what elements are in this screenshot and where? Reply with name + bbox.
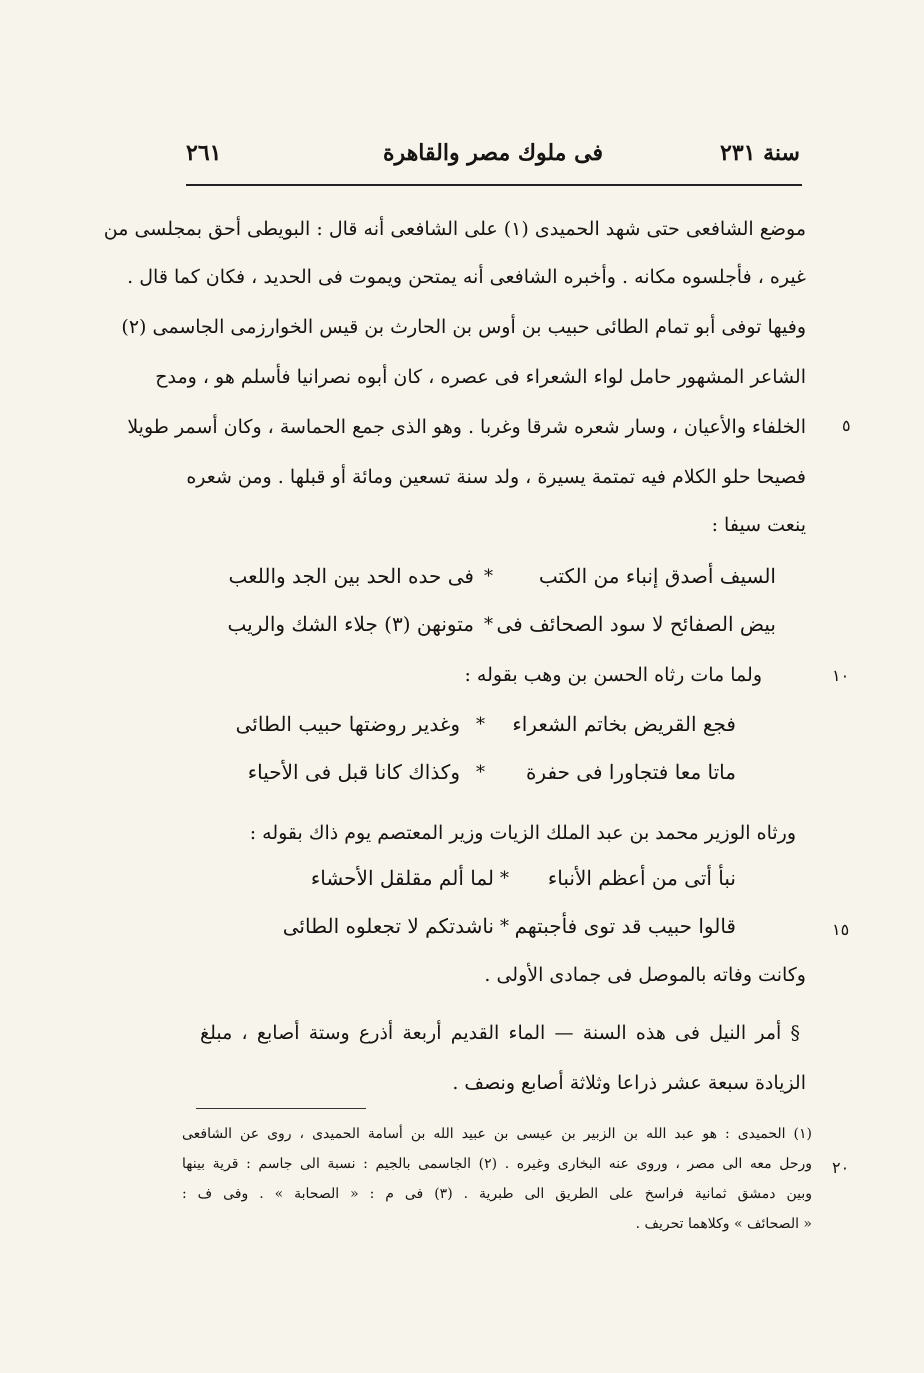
verse-hemistich: فى حده الحد بين الجد واللعب <box>228 564 474 588</box>
line-number: ١٠ <box>832 666 850 685</box>
text-line: وكانت وفاته بالموصل فى جمادى الأولى . <box>484 964 806 986</box>
footnote-line: (١) الحميدى : هو عبد الله بن الزبير بن عيسى بن عبيد الله بن أسامة الحميدى ، روى عن الشافعى <box>182 1126 812 1142</box>
footnote-line: وبين دمشق ثمانية فراسخ على الطريق الى طبرية . (٣) فى م : « الصحابة » . وفى ف : <box>182 1186 812 1202</box>
verse-separator: * <box>476 714 485 735</box>
header-title: فى ملوك مصر والقاهرة <box>383 140 603 166</box>
line-number: ١٥ <box>832 920 850 939</box>
header-year: سنة ٢٣١ <box>720 140 800 166</box>
verse-hemistich: نبأ أتى من أعظم الأنباء <box>547 866 736 890</box>
text-line: موضع الشافعى حتى شهد الحميدى (١) على الشافعى أنه قال : البويطى أحق بمجلسى من <box>103 218 806 240</box>
text-line: الشاعر المشهور حامل لواء الشعراء فى عصره ، كان أبوه نصرانيا فأسلم هو ، ومدح <box>155 366 806 388</box>
verse-hemistich: وكذاك كانا قبل فى الأحياء <box>247 760 460 784</box>
verse-hemistich: وغدير روضتها حبيب الطائى <box>235 712 460 736</box>
text-line: الخلفاء والأعيان ، وسار شعره شرقا وغربا . وهو الذى جمع الحماسة ، وكان أسمر طويلا <box>127 416 806 438</box>
verse-separator: * <box>484 614 493 635</box>
verse-hemistich: ناشدتكم لا تجعلوه الطائى <box>282 914 494 938</box>
running-header <box>186 140 800 180</box>
text-line: الزيادة سبعة عشر ذراعا وثلاثة أصابع ونصف . <box>452 1072 806 1094</box>
text-line: § أمر النيل فى هذه السنة — الماء القديم أربعة أذرع وستة أصابع ، مبلغ <box>200 1022 800 1044</box>
text-line: فصيحا حلو الكلام فيه تمتمة يسيرة ، ولد سنة تسعين ومائة أو قبلها . ومن شعره <box>186 466 806 488</box>
verse-separator: * <box>476 762 485 783</box>
line-number: ٢٠ <box>832 1158 850 1177</box>
header-rule <box>186 184 802 186</box>
verse-separator: * <box>500 868 509 889</box>
footnote-line: « الصحائف » وكلاهما تحريف . <box>635 1216 812 1232</box>
line-number: ٥ <box>842 416 851 435</box>
verse-hemistich: فجع القريض بخاتم الشعراء <box>512 712 736 736</box>
verse-hemistich: السيف أصدق إنباء من الكتب <box>538 564 776 588</box>
verse-separator: * <box>500 916 509 937</box>
page-number: ٢٦١ <box>186 140 222 166</box>
verse-hemistich: متونهن (٣) جلاء الشك والريب <box>227 612 474 636</box>
verse-separator: * <box>484 566 493 587</box>
text-line: ولما مات رثاه الحسن بن وهب بقوله : <box>464 664 762 686</box>
text-line: ينعت سيفا : <box>711 514 806 536</box>
footnote-line: ورحل معه الى مصر ، وروى عنه البخارى وغيره . (٢) الجاسمى بالجيم : نسبة الى جاسم : قرية بينها <box>182 1156 813 1172</box>
footnote-rule <box>196 1108 366 1109</box>
verse-hemistich: بيض الصفائح لا سود الصحائف فى <box>496 612 776 636</box>
verse-hemistich: ماتا معا فتجاورا فى حفرة <box>525 760 736 784</box>
text-line: ورثاه الوزير محمد بن عبد الملك الزيات وزير المعتصم يوم ذاك بقوله : <box>249 822 796 844</box>
verse-hemistich: قالوا حبيب قد توى فأجبتهم <box>514 914 736 938</box>
verse-hemistich: لما ألم مقلقل الأحشاء <box>310 866 494 890</box>
text-line: وفيها توفى أبو تمام الطائى حبيب بن أوس بن الحارث بن قيس الخوارزمى الجاسمى (٢) <box>121 316 806 338</box>
text-line: غيره ، فأجلسوه مكانه . وأخبره الشافعى أنه يمتحن ويموت فى الحديد ، فكان كما قال . <box>127 266 806 288</box>
